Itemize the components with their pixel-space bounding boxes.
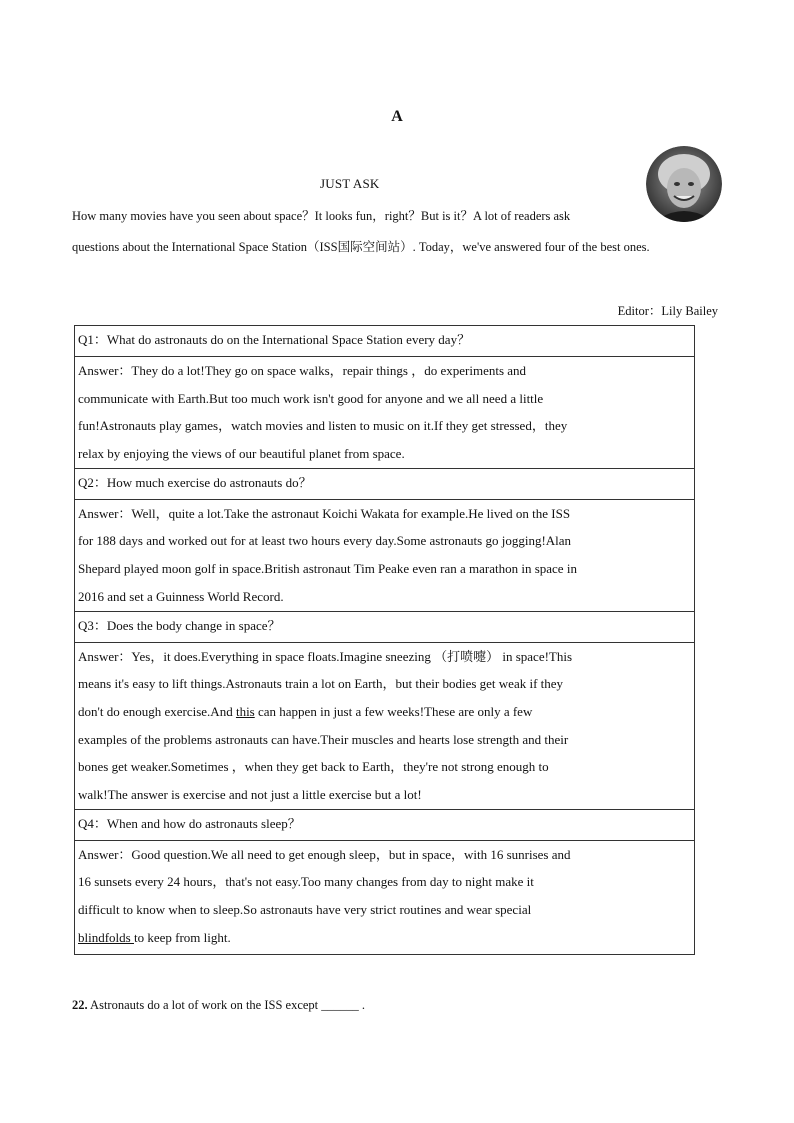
answer-row	[75, 357, 695, 469]
question-cell: Q4：When and how do astronauts sleep？	[75, 809, 695, 840]
answer-text: can happen in just a few weeks!These are only a few	[254, 703, 533, 719]
editor-credit: Editor：Lily Bailey	[617, 304, 718, 318]
question-cell: Q3：Does the body change in space？	[75, 611, 695, 642]
article-title: JUST ASK	[320, 176, 380, 191]
answer-line: relax by enjoying the views of our beautiful planet from space.	[78, 446, 405, 462]
answer-line: difficult to know when to sleep.So astronauts have very strict routines and wear special	[78, 902, 532, 917]
answer-line: Answer：Good question.We all need to get enough sleep，but in space，with 16 sunrises and	[78, 846, 571, 862]
answer-cell	[75, 642, 695, 809]
question-number: 22.	[72, 998, 88, 1012]
underlined-word: this	[235, 703, 255, 719]
answer-line: fun!Astronauts play games，watch movies and listen to music on it.If they get stressed，they	[78, 418, 568, 434]
question-row	[75, 809, 695, 840]
question-cell: Q2：How much exercise do astronauts do？	[75, 468, 695, 499]
answer-cell	[75, 840, 695, 955]
question-22	[72, 998, 365, 1013]
answer-line: bones get weaker.Sometimes ，when they get back to Earth，they're not strong enough to	[78, 759, 549, 775]
question-row	[75, 326, 695, 357]
section-letter: A	[391, 108, 403, 125]
answer-cell	[75, 499, 695, 611]
answer-line: Answer：Well，quite a lot.Take the astronaut Koichi Wakata for example.He lived on the ISS	[78, 505, 571, 521]
answer-line: Answer：They do a lot!They go on space walks，repair things ，do experiments and	[78, 363, 527, 378]
answer-line: for 188 days and worked out for at least two hours every day.Some astronauts go jogging!Alan	[78, 533, 572, 549]
answer-line: 2016 and set a Guinness World Record.	[78, 588, 284, 604]
question-text: Astronauts do a lot of work on the ISS except ______ .	[87, 998, 366, 1012]
answer-cell	[75, 357, 695, 469]
answer-line: examples of the problems astronauts can have.Their muscles and hearts lose strength and their	[78, 731, 569, 747]
intro-line: How many movies have you seen about space？It looks fun，right？But is it？A lot of readers ask	[72, 209, 571, 223]
answer-line	[78, 924, 691, 952]
answer-line: communicate with Earth.But too much work isn't good for anyone and we all need a little	[78, 390, 544, 406]
qa-table	[74, 325, 695, 955]
question-row	[75, 611, 695, 642]
answer-text: to keep from light.	[133, 929, 231, 945]
answer-row	[75, 499, 695, 611]
answer-line: Answer：Yes，it does.Everything in space floats.Imagine sneezing （打喷嚏） in space!This	[78, 648, 573, 664]
intro-line: questions about the International Space Station（ISS国际空间站）. Today，we've answered four of the best ones.	[72, 240, 650, 254]
underlined-word: blindfolds	[78, 929, 134, 945]
answer-row	[75, 642, 695, 809]
answer-line: 16 sunsets every 24 hours，that's not easy.Too many changes from day to night make it	[78, 874, 534, 890]
intro-paragraph	[72, 201, 732, 263]
answer-line: Shepard played moon golf in space.British astronaut Tim Peake even ran a marathon in space in	[78, 561, 577, 577]
answer-line: means it's easy to lift things.Astronauts train a lot on Earth，but their bodies get weak if they	[78, 676, 564, 692]
answer-line: walk!The answer is exercise and not just a little exercise but a lot!	[78, 786, 422, 802]
question-cell: Q1：What do astronauts do on the International Space Station every day？	[75, 326, 695, 357]
question-row	[75, 468, 695, 499]
answer-row	[75, 840, 695, 955]
answer-text: don't do enough exercise.And	[78, 703, 236, 719]
answer-line	[78, 698, 691, 726]
